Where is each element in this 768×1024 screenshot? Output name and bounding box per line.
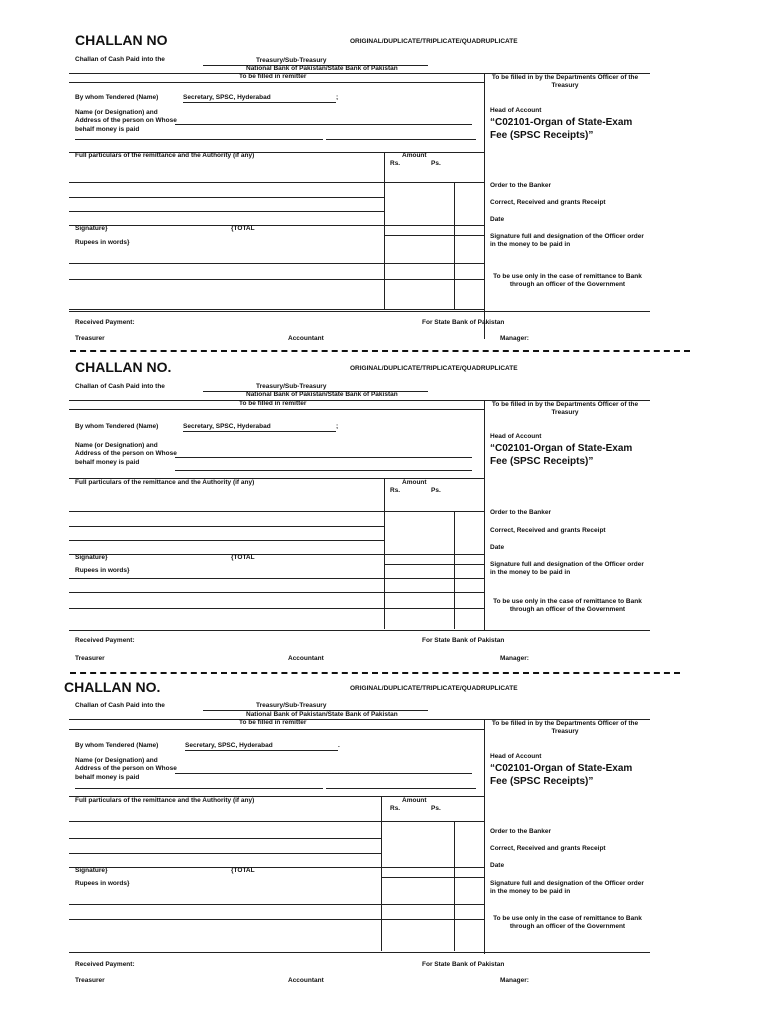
- amount-header-line: [69, 821, 484, 822]
- ps-column-left: [454, 821, 455, 951]
- name-address-line-1[interactable]: [175, 124, 472, 125]
- total-label: {TOTAL: [231, 867, 255, 874]
- head-of-account-label: Head of Account: [490, 433, 542, 440]
- challan-of-cash-label: Challan of Cash Paid into the: [75, 56, 165, 63]
- amount-column-left: [381, 796, 382, 951]
- tendered-line: [183, 102, 336, 103]
- challan-title: CHALLAN NO: [75, 32, 168, 48]
- challan-title: CHALLAN NO.: [64, 679, 161, 695]
- received-payment-label: Received Payment:: [75, 961, 135, 968]
- remitter-header: To be filled in remitter: [239, 73, 307, 80]
- rupees-in-words-label: Rupees in words}: [75, 567, 130, 574]
- row-line-4: [69, 263, 484, 264]
- name-address-line-2[interactable]: [175, 470, 472, 471]
- row-line-1: [69, 838, 381, 839]
- manager-label: Manager:: [500, 335, 529, 342]
- form-bottom-line: [69, 630, 650, 631]
- rs-label: Rs.: [390, 805, 401, 812]
- row-line-2: [69, 211, 384, 212]
- tendered-line: [183, 431, 336, 432]
- particulars-label: Full particulars of the remittance and the Authority (if any): [75, 152, 255, 159]
- name-address-label: Name (or Designation) and Address of the person on Whose behalf money is paid: [75, 442, 177, 466]
- remitter-header: To be filled in remitter: [239, 719, 307, 726]
- row-line-3: [69, 554, 484, 555]
- received-payment-label: Received Payment:: [75, 637, 135, 644]
- ps-label: Ps.: [431, 487, 441, 494]
- remittance-note: To be use only in the case of remittance to Bank through an officer of the Government: [493, 915, 642, 931]
- amount-column-left: [384, 152, 385, 309]
- head-of-account-value: “C02101-Organ of State-Exam Fee (SPSC Receipts)”: [490, 443, 633, 467]
- right-column-divider: [484, 719, 485, 954]
- rupees-in-words-label: Rupees in words}: [75, 880, 130, 887]
- row-line-3: [69, 867, 484, 868]
- dept-header: To be filled in by the Departments Officer of the Treasury: [491, 74, 639, 90]
- copies-label: ORIGINAL/DUPLICATE/TRIPLICATE/QUADRUPLICATE: [350, 685, 518, 692]
- signature-label: Signature}: [75, 867, 108, 874]
- row-line-1: [69, 197, 384, 198]
- order-to-banker-label: Order to the Banker: [490, 182, 552, 189]
- rupees-in-words-label: Rupees in words}: [75, 239, 130, 246]
- accountant-label: Accountant: [288, 335, 324, 342]
- date-label: Date: [490, 544, 505, 551]
- correct-received-label: Correct, Received and grants Receipt: [490, 845, 606, 852]
- correct-received-label: Correct, Received and grants Receipt: [490, 527, 606, 534]
- signature-label: Signature}: [75, 225, 108, 232]
- dept-header: To be filled in by the Departments Officer of the Treasury: [491, 401, 639, 417]
- right-column-divider: [484, 400, 485, 630]
- row-line-2: [69, 540, 384, 541]
- amount-label: Amount: [402, 797, 427, 804]
- bank-label: National Bank of Pakistan/State Bank of Pakistan: [246, 391, 398, 398]
- rs-label: Rs.: [390, 487, 401, 494]
- remitter-header: To be filled in remitter: [239, 400, 307, 407]
- correct-received-label: Correct, Received and grants Receipt: [490, 199, 606, 206]
- name-address-label: Name (or Designation) and Address of the person on Whose behalf money is paid: [75, 757, 177, 781]
- tendered-suffix: ;: [336, 94, 339, 101]
- tendered-suffix: .: [338, 742, 340, 749]
- form-bottom-line: [69, 952, 650, 953]
- remitter-header-line: [69, 409, 484, 410]
- head-of-account-label: Head of Account: [490, 107, 542, 114]
- treasury-label: Treasury/Sub-Treasury: [256, 702, 327, 709]
- form-bottom-line: [69, 311, 650, 312]
- dept-header: To be filled in by the Departments Officer of the Treasury: [491, 720, 639, 736]
- signature-officer-label: Signature full and designation of the Officer order in the money to be paid in: [490, 880, 644, 896]
- manager-label: Manager:: [500, 655, 529, 662]
- rs-label: Rs.: [390, 160, 401, 167]
- row-line-5: [69, 919, 484, 920]
- cut-line-2: [70, 672, 680, 674]
- received-payment-label: Received Payment:: [75, 319, 135, 326]
- ps-label: Ps.: [431, 805, 441, 812]
- copies-label: ORIGINAL/DUPLICATE/TRIPLICATE/QUADRUPLICATE: [350, 38, 518, 45]
- cut-line-1: [70, 350, 690, 352]
- bank-label: National Bank of Pakistan/State Bank of Pakistan: [246, 65, 398, 72]
- copies-label: ORIGINAL/DUPLICATE/TRIPLICATE/QUADRUPLICATE: [350, 365, 518, 372]
- row-line-4: [69, 578, 484, 579]
- order-to-banker-label: Order to the Banker: [490, 509, 552, 516]
- row-line-6: [69, 309, 484, 310]
- tendered-value[interactable]: Secretary, SPSC, Hyderabad: [185, 742, 273, 749]
- tendered-suffix: ;: [336, 423, 339, 430]
- name-address-line-2b[interactable]: [326, 139, 476, 140]
- date-label: Date: [490, 862, 505, 869]
- tendered-value[interactable]: Secretary, SPSC, Hyderabad: [183, 94, 271, 101]
- total-line: [384, 564, 484, 565]
- right-column-divider: [484, 73, 485, 339]
- date-label: Date: [490, 216, 505, 223]
- ps-column-left: [454, 511, 455, 629]
- total-line: [384, 235, 484, 236]
- treasurer-label: Treasurer: [75, 977, 105, 984]
- head-of-account-value: “C02101-Organ of State-Exam Fee (SPSC Receipts)”: [490, 763, 633, 787]
- particulars-label: Full particulars of the remittance and the Authority (if any): [75, 479, 255, 486]
- remitter-header-line: [69, 729, 484, 730]
- tendered-label: By whom Tendered (Name): [75, 742, 159, 749]
- head-of-account-label: Head of Account: [490, 753, 542, 760]
- remittance-note: To be use only in the case of remittance to Bank through an officer of the Government: [493, 598, 642, 614]
- row-line-4: [69, 904, 484, 905]
- name-address-label: Name (or Designation) and Address of the person on Whose behalf money is paid: [75, 109, 177, 133]
- accountant-label: Accountant: [288, 655, 324, 662]
- treasury-label: Treasury/Sub-Treasury: [256, 383, 327, 390]
- total-line: [381, 877, 484, 878]
- name-address-line-1[interactable]: [175, 773, 472, 774]
- total-label: {TOTAL: [231, 554, 255, 561]
- name-address-line-2a[interactable]: [75, 788, 323, 789]
- amount-label: Amount: [402, 479, 427, 486]
- amount-header-line: [69, 511, 484, 512]
- for-state-bank-label: For State Bank of Pakistan: [422, 637, 505, 644]
- ps-label: Ps.: [431, 160, 441, 167]
- row-line-2: [69, 853, 381, 854]
- amount-header-line: [69, 182, 484, 183]
- challan-form-3: [0, 676, 768, 1016]
- tendered-label: By whom Tendered (Name): [75, 94, 159, 101]
- remittance-note: To be use only in the case of remittance to Bank through an officer of the Government: [493, 273, 642, 289]
- challan-of-cash-label: Challan of Cash Paid into the: [75, 383, 165, 390]
- for-state-bank-label: For State Bank of Pakistan: [422, 319, 505, 326]
- row-line-5: [69, 279, 484, 280]
- head-of-account-value: “C02101-Organ of State-Exam Fee (SPSC Receipts)”: [490, 117, 633, 141]
- challan-of-cash-label: Challan of Cash Paid into the: [75, 702, 165, 709]
- name-address-line-2a[interactable]: [75, 139, 323, 140]
- remitter-header-line: [69, 82, 484, 83]
- treasury-label: Treasury/Sub-Treasury: [256, 57, 327, 64]
- ps-column-left: [454, 182, 455, 309]
- challan-form-1: [0, 28, 768, 348]
- name-address-line-1[interactable]: [175, 457, 472, 458]
- row-line-5: [69, 592, 484, 593]
- treasurer-label: Treasurer: [75, 655, 105, 662]
- order-to-banker-label: Order to the Banker: [490, 828, 552, 835]
- challan-form-2: [0, 356, 768, 668]
- tendered-value[interactable]: Secretary, SPSC, Hyderabad: [183, 423, 271, 430]
- manager-label: Manager:: [500, 977, 529, 984]
- name-address-line-2b[interactable]: [326, 788, 476, 789]
- amount-label: Amount: [402, 152, 427, 159]
- row-line-6: [69, 608, 484, 609]
- signature-label: Signature}: [75, 554, 108, 561]
- for-state-bank-label: For State Bank of Pakistan: [422, 961, 505, 968]
- tendered-line: [185, 750, 338, 751]
- accountant-label: Accountant: [288, 977, 324, 984]
- signature-officer-label: Signature full and designation of the Officer order in the money to be paid in: [490, 561, 644, 577]
- row-line-3: [69, 225, 484, 226]
- signature-officer-label: Signature full and designation of the Officer order in the money to be paid in: [490, 233, 644, 249]
- bank-label: National Bank of Pakistan/State Bank of Pakistan: [246, 711, 398, 718]
- total-label: {TOTAL: [231, 225, 255, 232]
- treasurer-label: Treasurer: [75, 335, 105, 342]
- challan-title: CHALLAN NO.: [75, 359, 172, 375]
- row-line-1: [69, 526, 384, 527]
- particulars-label: Full particulars of the remittance and the Authority (if any): [75, 797, 255, 804]
- tendered-label: By whom Tendered (Name): [75, 423, 159, 430]
